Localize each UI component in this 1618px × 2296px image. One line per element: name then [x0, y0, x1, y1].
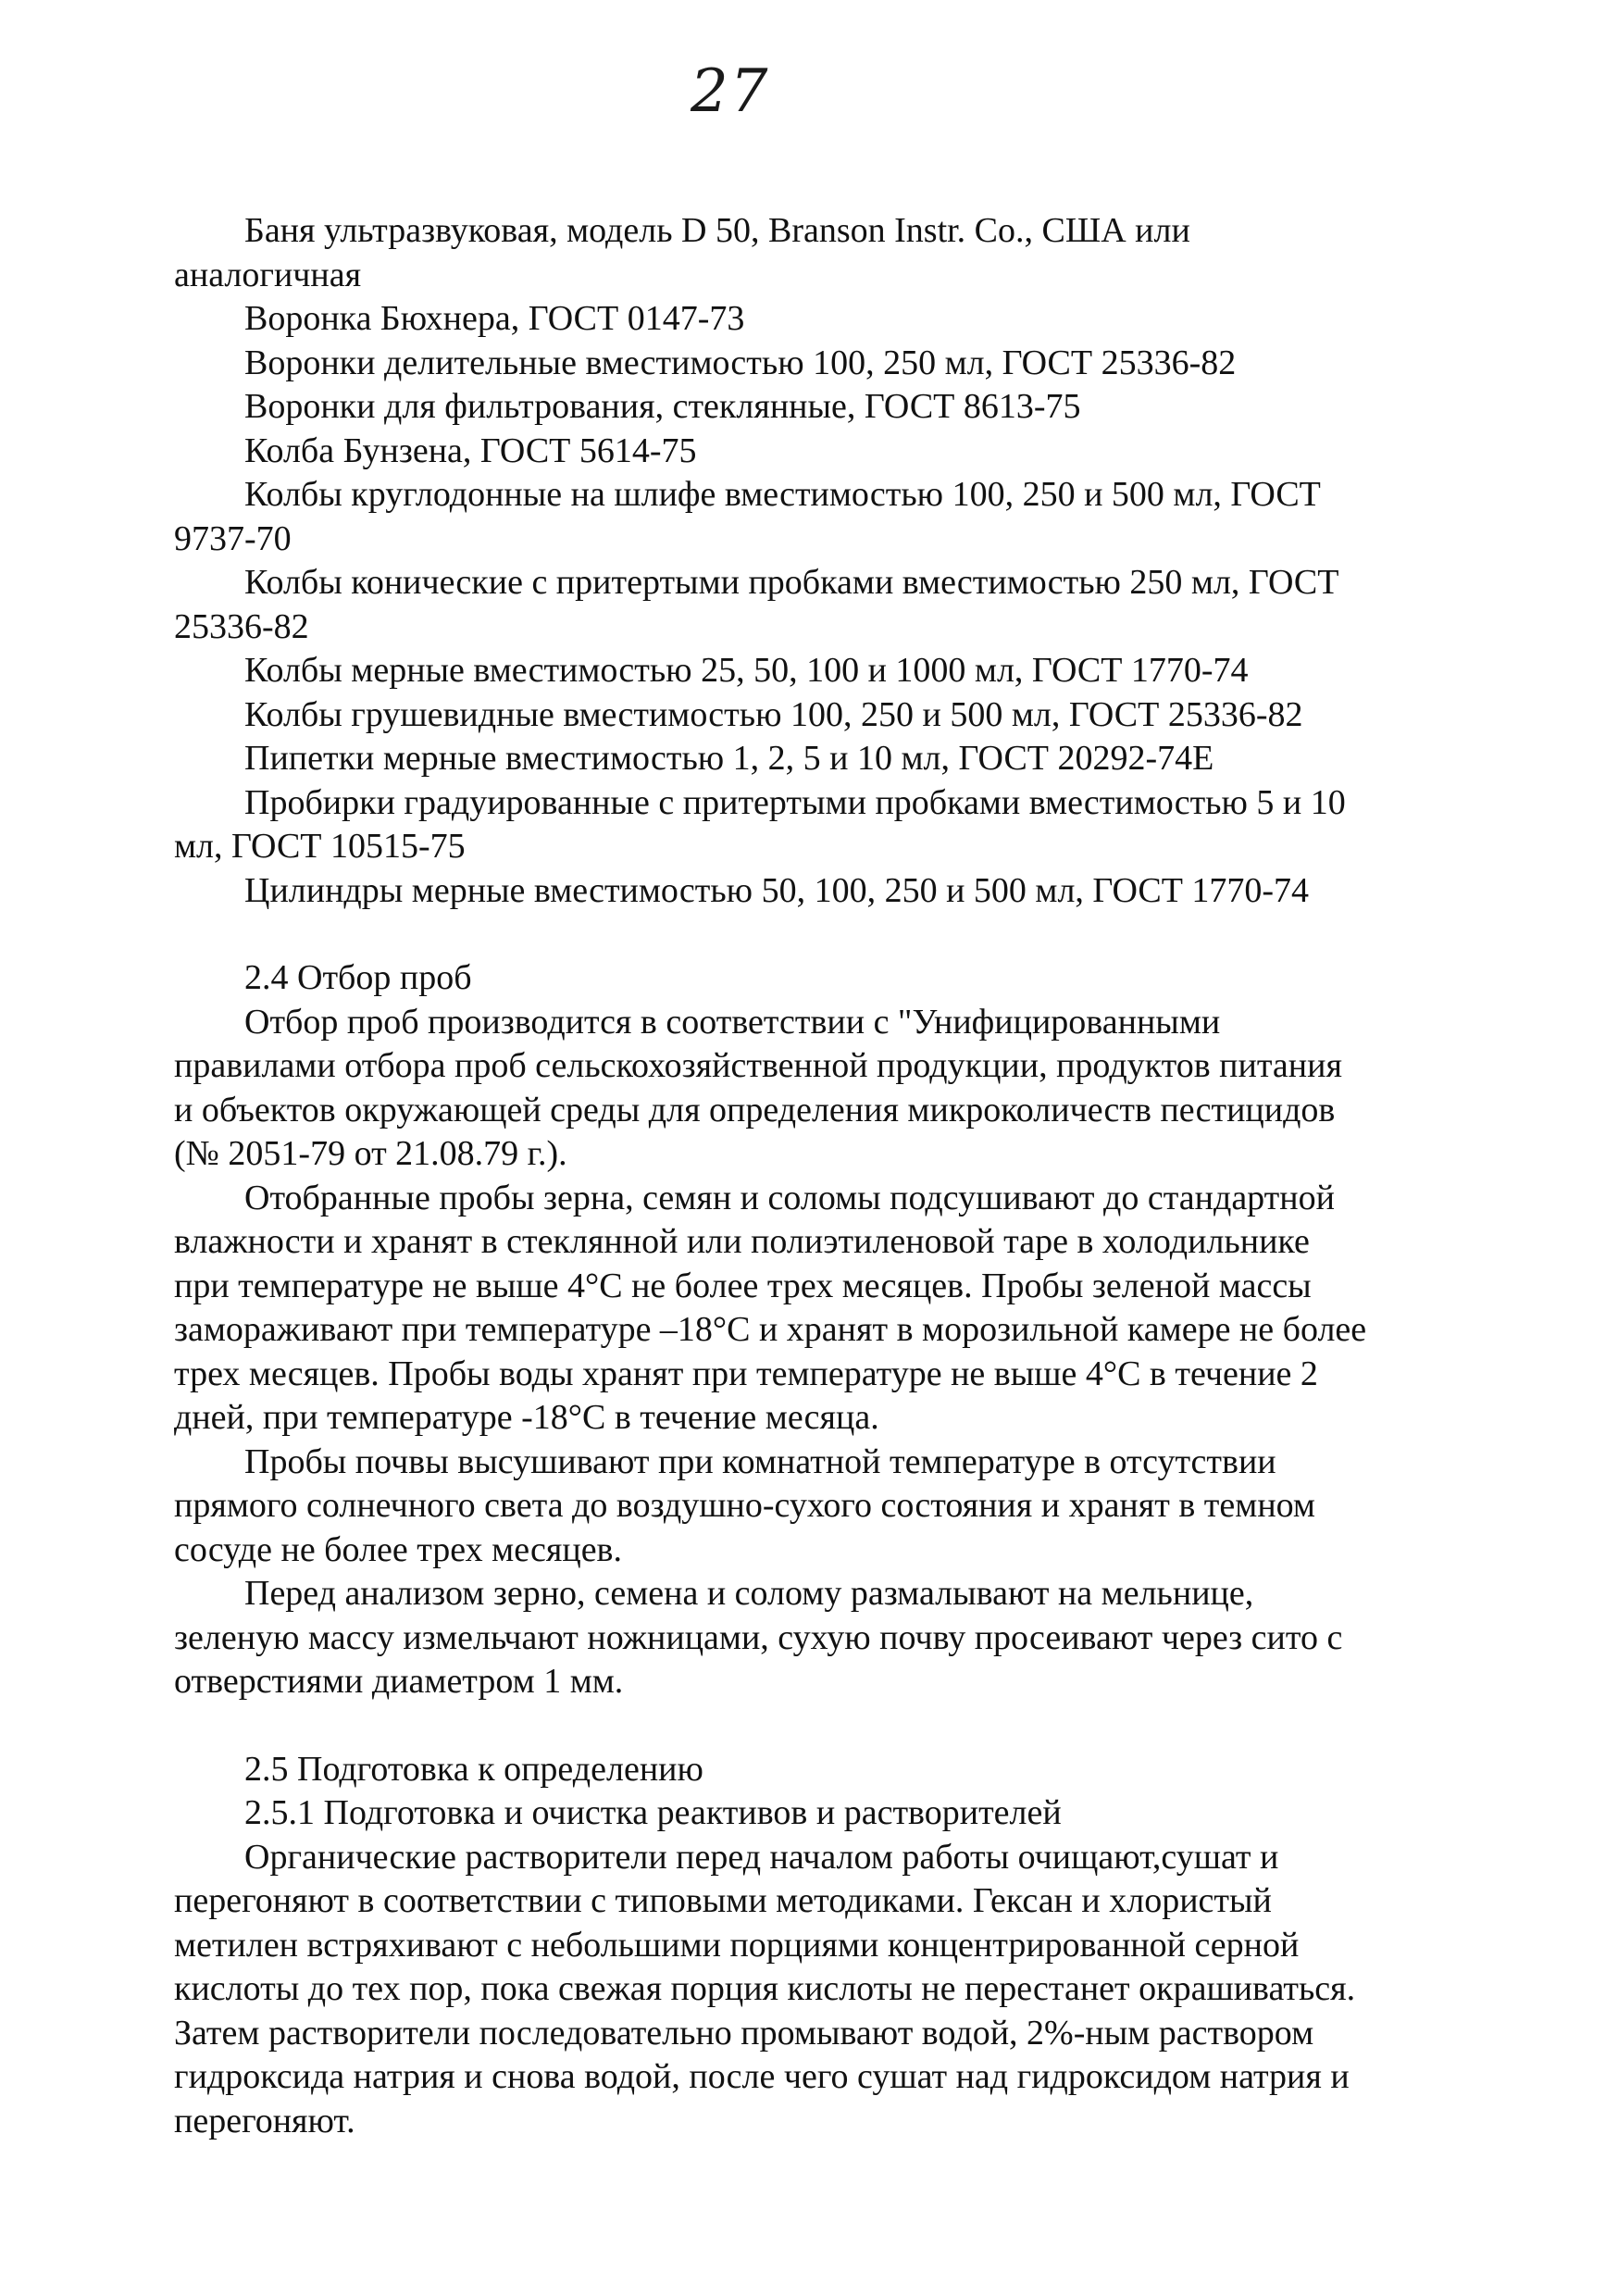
paragraph-line: перегоняют.	[174, 2101, 355, 2140]
list-item	[174, 473, 1470, 561]
paragraph-line: правилами отбора проб сельскохозяйственной продукции, продуктов питания	[174, 1046, 1342, 1085]
paragraph-line: Перед анализом зерно, семена и солому размалывают на мельнице,	[244, 1574, 1254, 1613]
paragraph	[174, 1836, 1470, 2144]
paragraph-line: замораживают при температуре –18°С и хранят в морозильной камере не более	[174, 1310, 1367, 1349]
paragraph-line: отверстиями диаметром 1 мм.	[174, 1662, 624, 1701]
paragraph-line: дней, при температуре -18°С в течение месяца.	[174, 1398, 879, 1437]
paragraph	[174, 1441, 1470, 1573]
paragraph-line: и объектов окружающей среды для определения микроколичеств пестицидов	[174, 1090, 1336, 1129]
paragraph-line: влажности и хранят в стеклянной или полиэтиленовой таре в холодильнике	[174, 1222, 1310, 1261]
list-item	[174, 693, 1470, 738]
list-item-text: Пробирки градуированные с притертыми пробками вместимостью 5 и 10	[244, 782, 1346, 822]
list-item	[174, 737, 1470, 781]
section-2-5	[174, 1748, 1470, 2144]
list-item-text: Воронки делительные вместимостью 100, 250 мл, ГОСТ 25336-82	[244, 343, 1237, 382]
list-item-text: Баня ультразвуковая, модель D 50, Branson Instr. Co., США или	[244, 211, 1190, 250]
list-item-text: Колбы грушевидные вместимостью 100, 250 и 500 мл, ГОСТ 25336-82	[244, 694, 1303, 734]
list-item	[174, 342, 1470, 386]
list-item-continuation: аналогичная	[174, 255, 362, 294]
paragraph	[174, 1572, 1470, 1704]
list-item	[174, 649, 1470, 693]
spacer	[174, 1704, 1470, 1748]
list-item	[174, 209, 1470, 297]
paragraph-line: Пробы почвы высушивают при комнатной температуре в отсутствии	[244, 1441, 1276, 1481]
paragraph	[174, 1001, 1470, 1177]
document-body	[174, 209, 1470, 2143]
list-item-text: Колбы мерные вместимостью 25, 50, 100 и 1000 мл, ГОСТ 1770-74	[244, 651, 1249, 690]
list-item-text: Воронка Бюхнера, ГОСТ 0147-73	[244, 299, 745, 338]
paragraph-line: сосуде не более трех месяцев.	[174, 1529, 622, 1569]
list-item	[174, 781, 1470, 869]
page-number: 27	[691, 57, 770, 126]
subsection-heading: 2.5.1 Подготовка и очистка реактивов и растворителей	[244, 1793, 1062, 1832]
list-item	[174, 561, 1470, 649]
paragraph-line: зеленую массу измельчают ножницами, сухую почву просеивают через сито с	[174, 1617, 1343, 1657]
paragraph-line: (№ 2051-79 от 21.08.79 г.).	[174, 1134, 567, 1173]
spacer	[174, 913, 1470, 956]
section-heading: 2.5 Подготовка к определению	[244, 1749, 703, 1789]
paragraph-line: Органические растворители перед началом работы очищают,сушат и	[244, 1837, 1279, 1877]
list-item	[174, 297, 1470, 342]
list-item-text: Колба Бунзена, ГОСТ 5614-75	[244, 430, 697, 470]
section-2-4	[174, 956, 1470, 1704]
paragraph-line: гидроксида натрия и снова водой, после чего сушат над гидроксидом натрия и	[174, 2057, 1350, 2096]
paragraph-line: перегоняют в соответствии с типовыми методиками. Гексан и хлористый	[174, 1881, 1272, 1920]
list-item	[174, 869, 1470, 914]
paragraph-line: при температуре не выше 4°С не более трех месяцев. Пробы зеленой массы	[174, 1266, 1312, 1305]
list-item-text: Воронки для фильтрования, стеклянные, ГОСТ 8613-75	[244, 387, 1081, 426]
paragraph-line: Отбор проб производится в соответствии с "Унифицированными	[244, 1002, 1221, 1042]
list-item-continuation: мл, ГОСТ 10515-75	[174, 827, 466, 866]
list-item-text: Пипетки мерные вместимостью 1, 2, 5 и 10 мл, ГОСТ 20292-74Е	[244, 739, 1214, 778]
paragraph-line: Отобранные пробы зерна, семян и соломы подсушивают до стандартной	[244, 1178, 1335, 1217]
list-item-continuation: 25336-82	[174, 606, 309, 646]
list-item-text: Колбы круглодонные на шлифе вместимостью 100, 250 и 500 мл, ГОСТ	[244, 475, 1321, 514]
paragraph-line: кислоты до тех пор, пока свежая порция кислоты не перестанет окрашиваться.	[174, 1969, 1356, 2008]
paragraph	[174, 1177, 1470, 1441]
section-heading: 2.4 Отбор проб	[244, 958, 472, 997]
paragraph-line: Затем растворители последовательно промывают водой, 2%-ным раствором	[174, 2013, 1314, 2053]
list-item-text: Цилиндры мерные вместимостью 50, 100, 250 и 500 мл, ГОСТ 1770-74	[244, 870, 1310, 910]
list-item	[174, 430, 1470, 474]
list-item	[174, 385, 1470, 430]
list-item-continuation: 9737-70	[174, 518, 292, 558]
list-item-text: Колбы конические с притертыми пробками вместимостью 250 мл, ГОСТ	[244, 563, 1339, 602]
paragraph-line: прямого солнечного света до воздушно-сухого состояния и хранят в темном	[174, 1486, 1315, 1525]
equipment-list	[174, 209, 1470, 913]
paragraph-line: трех месяцев. Пробы воды хранят при температуре не выше 4°С в течение 2	[174, 1354, 1318, 1393]
paragraph-line: метилен встряхивают с небольшими порциями концентрированной серной	[174, 1925, 1300, 1965]
